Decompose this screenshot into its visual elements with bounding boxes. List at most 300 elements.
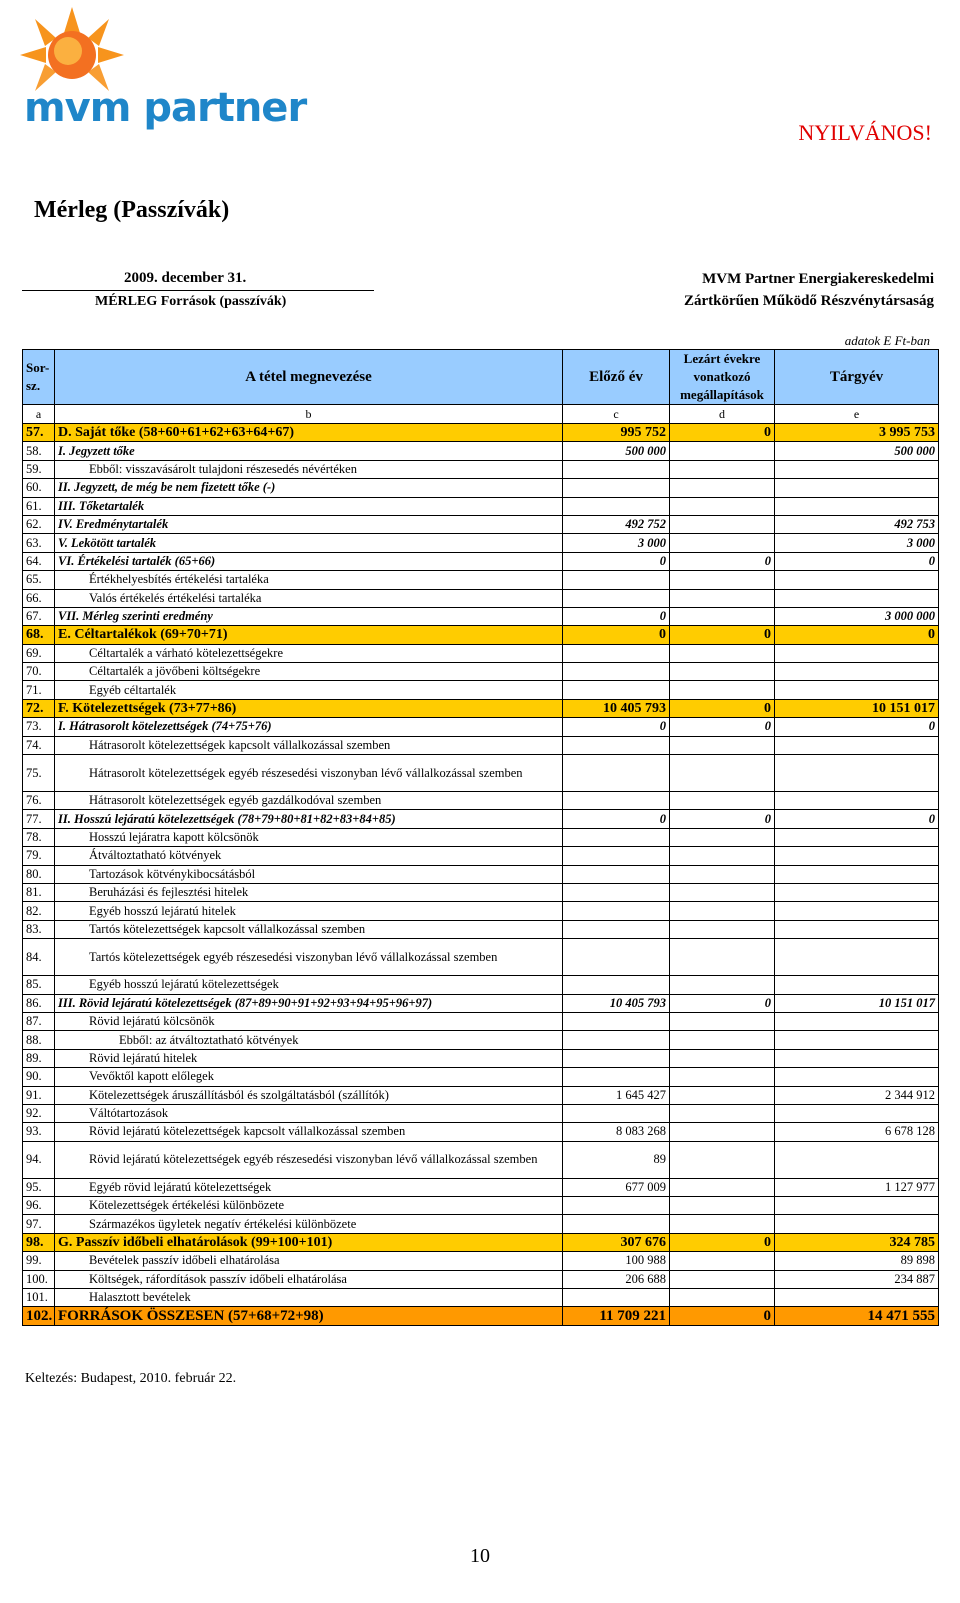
row-number: 101. xyxy=(23,1289,55,1307)
row-number: 95. xyxy=(23,1178,55,1196)
row-prev-year xyxy=(563,497,670,515)
row-prev-year: 995 752 xyxy=(563,424,670,442)
row-prev-year xyxy=(563,847,670,865)
row-closed-years xyxy=(670,479,775,497)
row-name: V. Lekötött tartalék xyxy=(55,534,563,552)
row-prev-year xyxy=(563,479,670,497)
row-number: 99. xyxy=(23,1252,55,1270)
row-current-year xyxy=(775,847,939,865)
balance-date: 2009. december 31. xyxy=(124,270,247,286)
row-prev-year xyxy=(563,1012,670,1030)
table-row xyxy=(23,883,939,901)
table-row xyxy=(23,607,939,625)
row-current-year xyxy=(775,460,939,478)
row-prev-year: 0 xyxy=(563,607,670,625)
row-closed-years xyxy=(670,1197,775,1215)
row-number: 73. xyxy=(23,718,55,736)
table-row xyxy=(23,1252,939,1270)
row-current-year: 0 xyxy=(775,810,939,828)
row-closed-years xyxy=(670,792,775,810)
mvm-partner-logo xyxy=(10,5,310,135)
row-closed-years: 0 xyxy=(670,699,775,717)
row-name: F. Kötelezettségek (73+77+86) xyxy=(55,699,563,717)
row-current-year: 2 344 912 xyxy=(775,1086,939,1104)
row-closed-years xyxy=(670,939,775,976)
table-row xyxy=(23,847,939,865)
table-row xyxy=(23,1270,939,1288)
row-name: Tartozások kötvénykibocsátásból xyxy=(55,865,563,883)
row-prev-year xyxy=(563,460,670,478)
row-number: 96. xyxy=(23,1197,55,1215)
row-number: 82. xyxy=(23,902,55,920)
row-closed-years xyxy=(670,1141,775,1178)
row-current-year: 14 471 555 xyxy=(775,1307,939,1325)
table-row xyxy=(23,810,939,828)
row-prev-year: 0 xyxy=(563,718,670,736)
row-number: 89. xyxy=(23,1049,55,1067)
row-prev-year xyxy=(563,755,670,792)
row-name: II. Jegyzett, de még be nem fizetett tőke (-) xyxy=(55,479,563,497)
table-row xyxy=(23,1215,939,1233)
row-prev-year: 10 405 793 xyxy=(563,699,670,717)
table-row xyxy=(23,479,939,497)
row-name: Kötelezettségek áruszállításból és szolgáltatásból (szállítók) xyxy=(55,1086,563,1104)
row-number: 83. xyxy=(23,920,55,938)
row-current-year xyxy=(775,865,939,883)
row-closed-years xyxy=(670,1123,775,1141)
row-prev-year xyxy=(563,681,670,699)
row-name: Értékhelyesbítés értékelési tartaléka xyxy=(55,571,563,589)
row-prev-year xyxy=(563,883,670,901)
row-prev-year: 0 xyxy=(563,552,670,570)
table-row xyxy=(23,718,939,736)
row-number: 67. xyxy=(23,607,55,625)
table-row xyxy=(23,589,939,607)
row-name: D. Saját tőke (58+60+61+62+63+64+67) xyxy=(55,424,563,442)
row-current-year xyxy=(775,883,939,901)
table-row xyxy=(23,828,939,846)
row-name: Egyéb hosszú lejáratú kötelezettségek xyxy=(55,976,563,994)
row-prev-year xyxy=(563,736,670,754)
row-number: 97. xyxy=(23,1215,55,1233)
table-row xyxy=(23,939,939,976)
row-closed-years xyxy=(670,1012,775,1030)
row-number: 68. xyxy=(23,626,55,644)
row-prev-year xyxy=(563,663,670,681)
row-number: 78. xyxy=(23,828,55,846)
table-row xyxy=(23,1289,939,1307)
row-prev-year: 11 709 221 xyxy=(563,1307,670,1325)
row-current-year xyxy=(775,1104,939,1122)
row-closed-years xyxy=(670,920,775,938)
row-current-year: 3 995 753 xyxy=(775,424,939,442)
row-name: FORRÁSOK ÖSSZESEN (57+68+72+98) xyxy=(55,1307,563,1325)
row-number: 70. xyxy=(23,663,55,681)
row-prev-year xyxy=(563,571,670,589)
balance-subtitle: MÉRLEG Források (passzívák) xyxy=(95,294,287,309)
row-name: Költségek, ráfordítások passzív időbeli elhatárolása xyxy=(55,1270,563,1288)
row-number: 75. xyxy=(23,755,55,792)
row-closed-years xyxy=(670,1270,775,1288)
col-header-sor: Sor- sz. xyxy=(23,350,55,405)
row-number: 76. xyxy=(23,792,55,810)
row-number: 94. xyxy=(23,1141,55,1178)
row-closed-years xyxy=(670,442,775,460)
row-closed-years xyxy=(670,1068,775,1086)
row-current-year xyxy=(775,1289,939,1307)
row-current-year xyxy=(775,479,939,497)
page-title: Mérleg (Passzívák) xyxy=(34,197,230,223)
table-row xyxy=(23,460,939,478)
row-prev-year xyxy=(563,939,670,976)
row-number: 69. xyxy=(23,644,55,662)
row-closed-years xyxy=(670,828,775,846)
table-row xyxy=(23,1307,939,1325)
row-name: Rövid lejáratú kötelezettségek egyéb részesedési viszonyban lévő vállalkozással szemben xyxy=(55,1141,563,1178)
table-row xyxy=(23,699,939,717)
row-number: 77. xyxy=(23,810,55,828)
row-current-year: 89 898 xyxy=(775,1252,939,1270)
row-current-year xyxy=(775,902,939,920)
unit-note: adatok E Ft-ban xyxy=(844,333,930,348)
row-prev-year xyxy=(563,1289,670,1307)
company-name-line2: Zártkörűen Működő Részvénytársaság xyxy=(684,293,934,309)
table-row xyxy=(23,1049,939,1067)
table-row xyxy=(23,1068,939,1086)
table-row xyxy=(23,515,939,533)
row-closed-years xyxy=(670,460,775,478)
row-current-year xyxy=(775,644,939,662)
col-letter: a xyxy=(23,405,55,424)
row-closed-years xyxy=(670,847,775,865)
row-prev-year xyxy=(563,976,670,994)
table-row xyxy=(23,663,939,681)
row-prev-year xyxy=(563,644,670,662)
table-row xyxy=(23,424,939,442)
row-current-year xyxy=(775,1068,939,1086)
row-number: 85. xyxy=(23,976,55,994)
row-name: Kötelezettségek értékelési különbözete xyxy=(55,1197,563,1215)
row-name: Vevőktől kapott előlegek xyxy=(55,1068,563,1086)
row-number: 57. xyxy=(23,424,55,442)
row-closed-years: 0 xyxy=(670,994,775,1012)
row-closed-years xyxy=(670,1031,775,1049)
row-current-year: 1 127 977 xyxy=(775,1178,939,1196)
table-row xyxy=(23,902,939,920)
table-row xyxy=(23,1086,939,1104)
row-current-year xyxy=(775,920,939,938)
row-name: G. Passzív időbeli elhatárolások (99+100+101) xyxy=(55,1233,563,1251)
row-current-year xyxy=(775,1141,939,1178)
row-number: 80. xyxy=(23,865,55,883)
row-closed-years xyxy=(670,534,775,552)
table-row xyxy=(23,552,939,570)
row-closed-years: 0 xyxy=(670,718,775,736)
table-row xyxy=(23,1141,939,1178)
row-name: Egyéb hosszú lejáratú hitelek xyxy=(55,902,563,920)
row-current-year xyxy=(775,939,939,976)
row-current-year xyxy=(775,792,939,810)
row-number: 102. xyxy=(23,1307,55,1325)
row-number: 90. xyxy=(23,1068,55,1086)
row-number: 87. xyxy=(23,1012,55,1030)
row-name: III. Tőketartalék xyxy=(55,497,563,515)
col-letter: e xyxy=(775,405,939,424)
row-current-year xyxy=(775,1215,939,1233)
row-prev-year: 677 009 xyxy=(563,1178,670,1196)
row-name: Rövid lejáratú kötelezettségek kapcsolt vállalkozással szemben xyxy=(55,1123,563,1141)
row-prev-year: 206 688 xyxy=(563,1270,670,1288)
row-number: 62. xyxy=(23,515,55,533)
table-row xyxy=(23,792,939,810)
row-name: Bevételek passzív időbeli elhatárolása xyxy=(55,1252,563,1270)
row-name: Hátrasorolt kötelezettségek egyéb gazdálkodóval szemben xyxy=(55,792,563,810)
row-name: Egyéb céltartalék xyxy=(55,681,563,699)
row-name: Céltartalék a várható kötelezettségekre xyxy=(55,644,563,662)
row-number: 66. xyxy=(23,589,55,607)
table-row xyxy=(23,865,939,883)
table-row xyxy=(23,976,939,994)
row-number: 98. xyxy=(23,1233,55,1251)
column-letter-row xyxy=(23,405,939,424)
table-row xyxy=(23,1197,939,1215)
row-number: 91. xyxy=(23,1086,55,1104)
row-number: 92. xyxy=(23,1104,55,1122)
row-prev-year xyxy=(563,792,670,810)
row-name: Ebből: az átváltoztatható kötvények xyxy=(55,1031,563,1049)
row-prev-year xyxy=(563,920,670,938)
row-prev-year xyxy=(563,902,670,920)
row-number: 74. xyxy=(23,736,55,754)
row-name: Hátrasorolt kötelezettségek kapcsolt vállalkozással szemben xyxy=(55,736,563,754)
table-row xyxy=(23,534,939,552)
row-current-year: 324 785 xyxy=(775,1233,939,1251)
row-current-year: 3 000 000 xyxy=(775,607,939,625)
row-number: 84. xyxy=(23,939,55,976)
row-current-year xyxy=(775,1031,939,1049)
row-prev-year: 3 000 xyxy=(563,534,670,552)
row-name: Átváltoztatható kötvények xyxy=(55,847,563,865)
row-current-year xyxy=(775,736,939,754)
row-number: 81. xyxy=(23,883,55,901)
row-current-year: 500 000 xyxy=(775,442,939,460)
row-prev-year xyxy=(563,1104,670,1122)
row-current-year xyxy=(775,828,939,846)
row-prev-year xyxy=(563,1215,670,1233)
row-current-year xyxy=(775,589,939,607)
row-number: 61. xyxy=(23,497,55,515)
row-closed-years: 0 xyxy=(670,1307,775,1325)
header-divider xyxy=(22,290,374,291)
row-name: Hátrasorolt kötelezettségek egyéb részesedési viszonyban lévő vállalkozással szemben xyxy=(55,755,563,792)
row-closed-years xyxy=(670,571,775,589)
row-prev-year: 500 000 xyxy=(563,442,670,460)
row-closed-years xyxy=(670,865,775,883)
table-row xyxy=(23,442,939,460)
row-name: Céltartalék a jövőbeni költségekre xyxy=(55,663,563,681)
row-closed-years xyxy=(670,589,775,607)
row-current-year xyxy=(775,1049,939,1067)
public-label: NYILVÁNOS! xyxy=(798,120,932,145)
row-name: Tartós kötelezettségek kapcsolt vállalkozással szemben xyxy=(55,920,563,938)
col-letter: c xyxy=(563,405,670,424)
row-current-year xyxy=(775,571,939,589)
row-current-year: 492 753 xyxy=(775,515,939,533)
row-name: VI. Értékelési tartalék (65+66) xyxy=(55,552,563,570)
row-prev-year: 1 645 427 xyxy=(563,1086,670,1104)
row-current-year xyxy=(775,976,939,994)
logo-text: mvm partner xyxy=(24,85,307,131)
row-closed-years xyxy=(670,883,775,901)
row-current-year: 0 xyxy=(775,718,939,736)
balance-sheet-table xyxy=(22,349,939,1326)
row-number: 93. xyxy=(23,1123,55,1141)
row-prev-year xyxy=(563,589,670,607)
row-number: 60. xyxy=(23,479,55,497)
row-number: 58. xyxy=(23,442,55,460)
row-prev-year xyxy=(563,1049,670,1067)
row-number: 100. xyxy=(23,1270,55,1288)
row-name: Rövid lejáratú kölcsönök xyxy=(55,1012,563,1030)
row-closed-years xyxy=(670,1252,775,1270)
row-number: 64. xyxy=(23,552,55,570)
row-number: 63. xyxy=(23,534,55,552)
row-closed-years xyxy=(670,1215,775,1233)
row-closed-years xyxy=(670,681,775,699)
row-closed-years: 0 xyxy=(670,552,775,570)
row-closed-years xyxy=(670,755,775,792)
row-prev-year: 89 xyxy=(563,1141,670,1178)
row-closed-years xyxy=(670,902,775,920)
row-prev-year xyxy=(563,1068,670,1086)
row-current-year xyxy=(775,663,939,681)
row-closed-years xyxy=(670,1104,775,1122)
footer-date: Keltezés: Budapest, 2010. február 22. xyxy=(25,1371,237,1386)
table-row xyxy=(23,571,939,589)
row-closed-years xyxy=(670,1178,775,1196)
col-header-name: A tétel megnevezése xyxy=(55,350,563,405)
row-prev-year: 10 405 793 xyxy=(563,994,670,1012)
row-closed-years xyxy=(670,515,775,533)
row-prev-year: 0 xyxy=(563,810,670,828)
row-closed-years xyxy=(670,976,775,994)
row-current-year: 0 xyxy=(775,552,939,570)
row-closed-years: 0 xyxy=(670,626,775,644)
row-current-year xyxy=(775,1197,939,1215)
row-name: Származékos ügyletek negatív értékelési különbözete xyxy=(55,1215,563,1233)
page-number: 10 xyxy=(470,1545,490,1567)
row-number: 86. xyxy=(23,994,55,1012)
row-name: Rövid lejáratú hitelek xyxy=(55,1049,563,1067)
row-current-year: 3 000 xyxy=(775,534,939,552)
row-name: Hosszú lejáratra kapott kölcsönök xyxy=(55,828,563,846)
row-prev-year: 307 676 xyxy=(563,1233,670,1251)
row-name: II. Hosszú lejáratú kötelezettségek (78+79+80+81+82+83+84+85) xyxy=(55,810,563,828)
row-prev-year xyxy=(563,1031,670,1049)
table-row xyxy=(23,920,939,938)
table-row xyxy=(23,497,939,515)
row-name: I. Jegyzett tőke xyxy=(55,442,563,460)
row-closed-years xyxy=(670,663,775,681)
row-closed-years xyxy=(670,644,775,662)
row-number: 88. xyxy=(23,1031,55,1049)
row-name: III. Rövid lejáratú kötelezettségek (87+89+90+91+92+93+94+95+96+97) xyxy=(55,994,563,1012)
row-prev-year xyxy=(563,1197,670,1215)
row-number: 59. xyxy=(23,460,55,478)
row-name: Valós értékelés értékelési tartaléka xyxy=(55,589,563,607)
row-name: Egyéb rövid lejáratú kötelezettségek xyxy=(55,1178,563,1196)
table-row xyxy=(23,1031,939,1049)
table-row xyxy=(23,681,939,699)
row-name: Váltótartozások xyxy=(55,1104,563,1122)
company-name-line1: MVM Partner Energiakereskedelmi xyxy=(702,271,934,287)
row-current-year xyxy=(775,1012,939,1030)
row-closed-years xyxy=(670,736,775,754)
row-closed-years: 0 xyxy=(670,424,775,442)
row-prev-year xyxy=(563,865,670,883)
table-row xyxy=(23,1123,939,1141)
row-closed-years xyxy=(670,1049,775,1067)
col-header-closed: Lezárt évekre vonatkozó megállapítások xyxy=(670,350,775,405)
row-prev-year: 8 083 268 xyxy=(563,1123,670,1141)
row-current-year: 10 151 017 xyxy=(775,699,939,717)
col-letter: d xyxy=(670,405,775,424)
row-closed-years xyxy=(670,497,775,515)
table-header-row xyxy=(23,350,939,405)
row-number: 65. xyxy=(23,571,55,589)
row-name: VII. Mérleg szerinti eredmény xyxy=(55,607,563,625)
row-current-year: 234 887 xyxy=(775,1270,939,1288)
row-name: Halasztott bevételek xyxy=(55,1289,563,1307)
row-number: 71. xyxy=(23,681,55,699)
row-name: Tartós kötelezettségek egyéb részesedési viszonyban lévő vállalkozással szemben xyxy=(55,939,563,976)
row-current-year xyxy=(775,755,939,792)
table-row xyxy=(23,1104,939,1122)
row-number: 79. xyxy=(23,847,55,865)
row-current-year: 10 151 017 xyxy=(775,994,939,1012)
row-current-year: 6 678 128 xyxy=(775,1123,939,1141)
row-name: IV. Eredménytartalék xyxy=(55,515,563,533)
row-name: Beruházási és fejlesztési hitelek xyxy=(55,883,563,901)
table-row xyxy=(23,994,939,1012)
col-header-current: Tárgyév xyxy=(775,350,939,405)
row-closed-years xyxy=(670,1086,775,1104)
table-row xyxy=(23,1233,939,1251)
table-row xyxy=(23,736,939,754)
col-header-prev: Előző év xyxy=(563,350,670,405)
row-closed-years: 0 xyxy=(670,1233,775,1251)
table-row xyxy=(23,1012,939,1030)
row-prev-year xyxy=(563,828,670,846)
row-number: 72. xyxy=(23,699,55,717)
table-row xyxy=(23,644,939,662)
col-letter: b xyxy=(55,405,563,424)
row-closed-years: 0 xyxy=(670,810,775,828)
row-name: Ebből: visszavásárolt tulajdoni részesedés névértéken xyxy=(55,460,563,478)
row-current-year xyxy=(775,681,939,699)
table-row xyxy=(23,626,939,644)
row-prev-year: 100 988 xyxy=(563,1252,670,1270)
row-closed-years xyxy=(670,1289,775,1307)
row-prev-year: 0 xyxy=(563,626,670,644)
row-current-year xyxy=(775,497,939,515)
table-row xyxy=(23,1178,939,1196)
row-closed-years xyxy=(670,607,775,625)
row-prev-year: 492 752 xyxy=(563,515,670,533)
row-name: E. Céltartalékok (69+70+71) xyxy=(55,626,563,644)
row-current-year: 0 xyxy=(775,626,939,644)
row-name: I. Hátrasorolt kötelezettségek (74+75+76) xyxy=(55,718,563,736)
